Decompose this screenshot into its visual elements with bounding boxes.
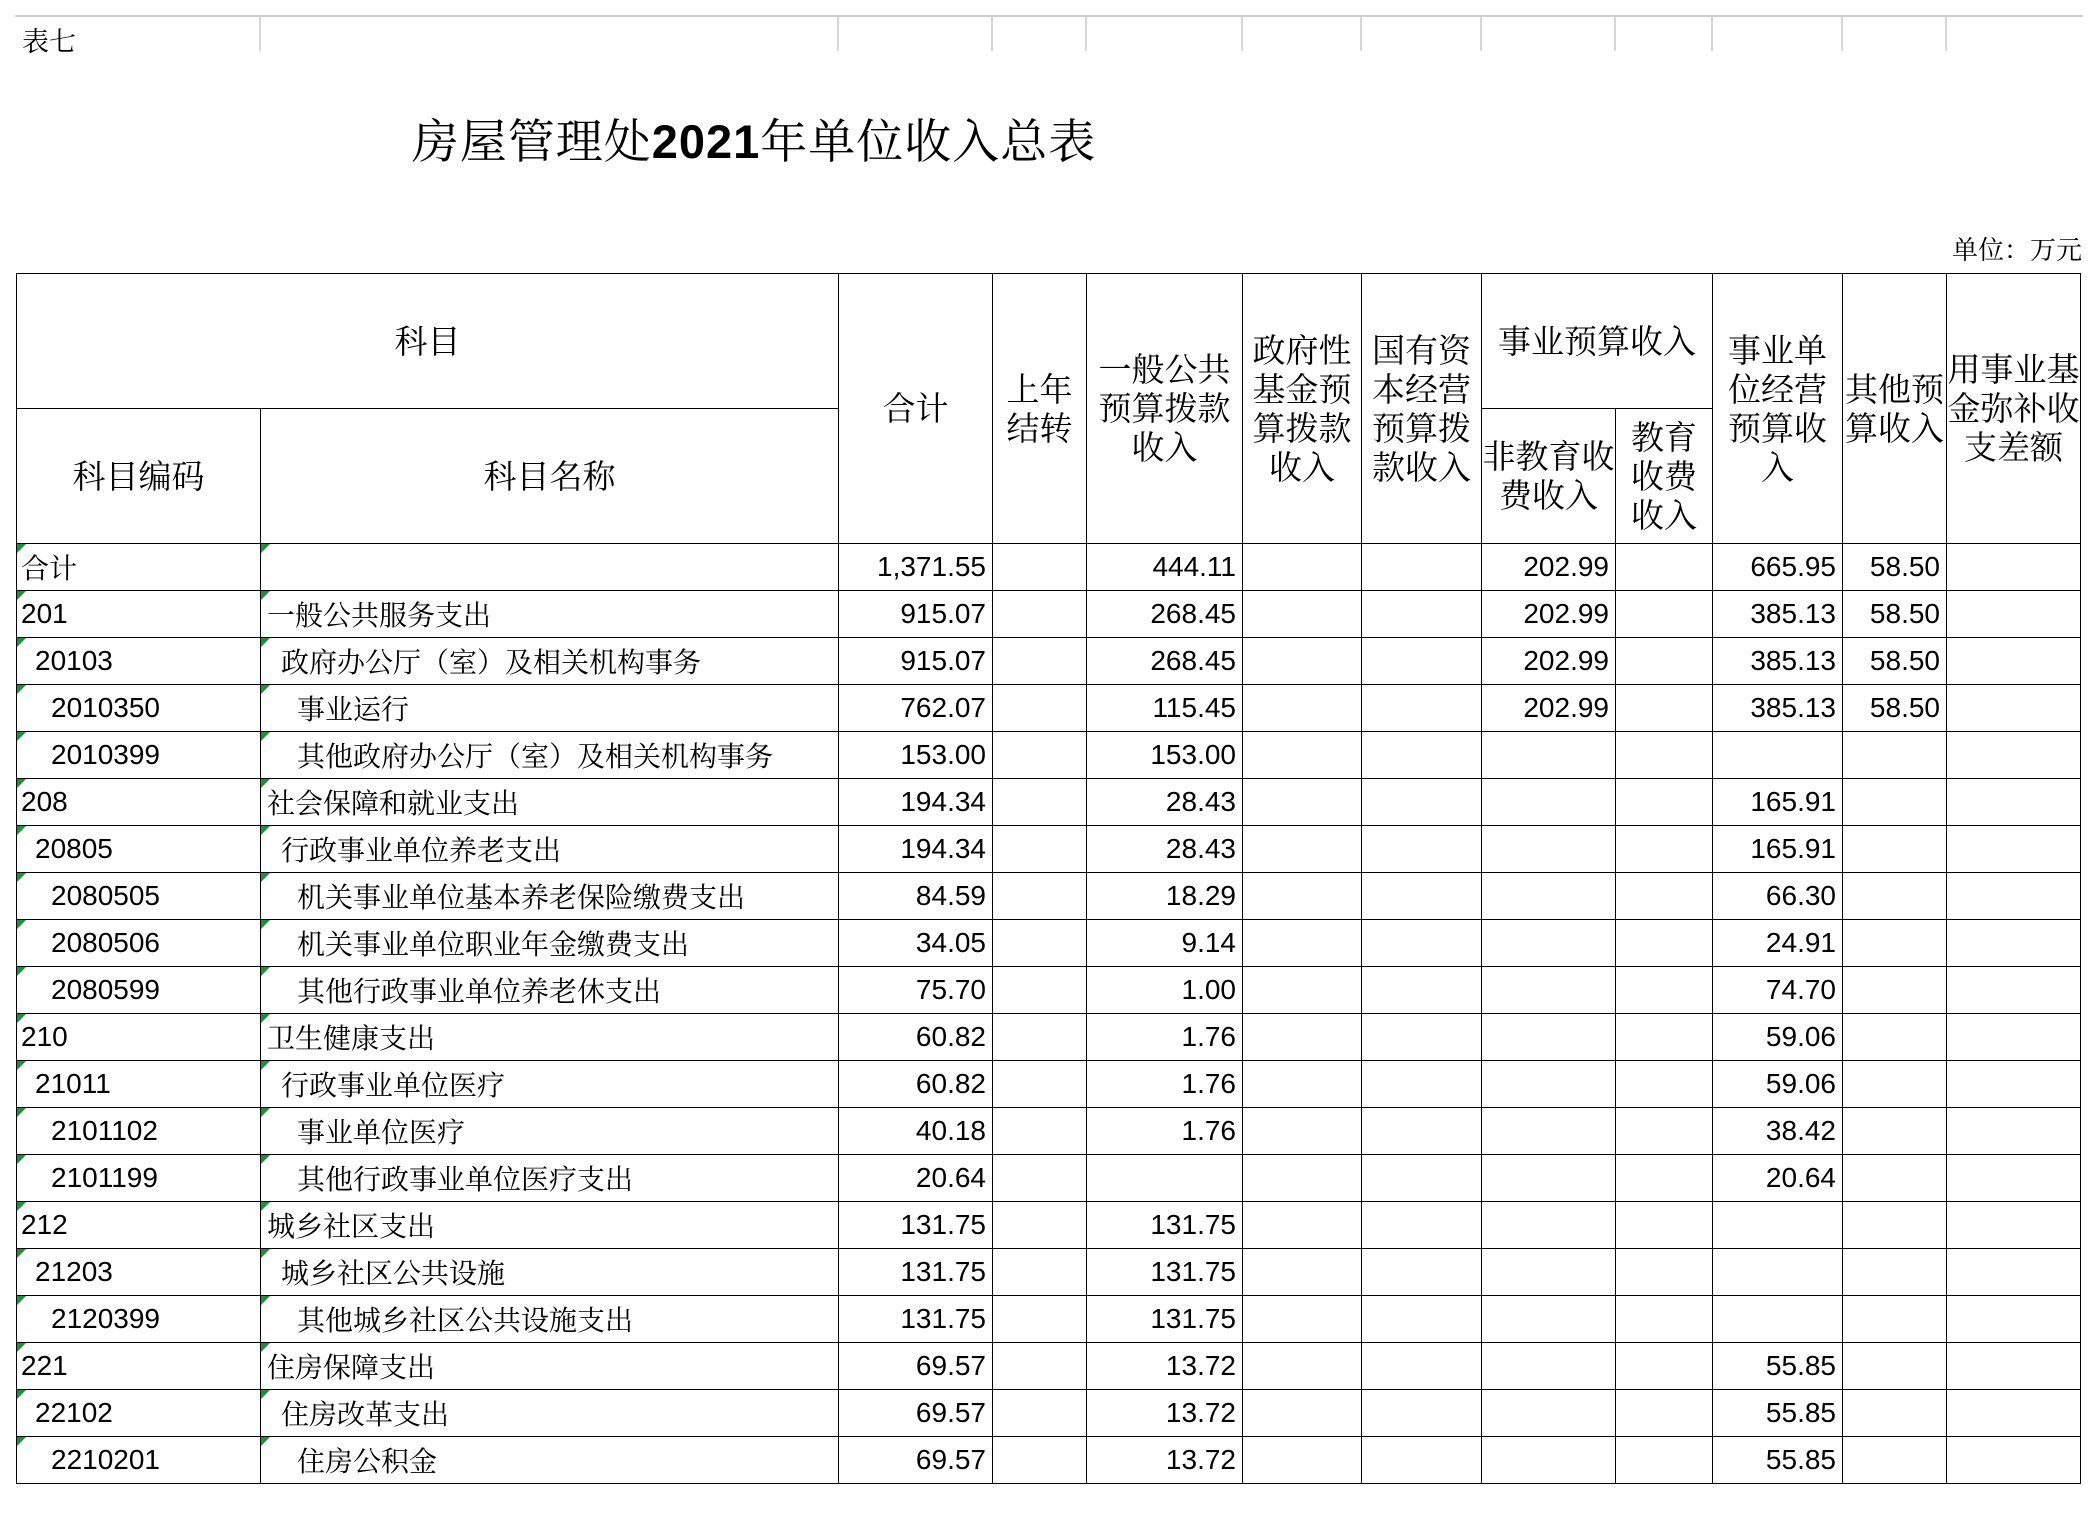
table-body	[17, 544, 2081, 1484]
cell-gov-fund[interactable]	[1243, 1061, 1362, 1108]
table-row	[17, 1155, 2081, 1202]
cell-other[interactable]: 58.50	[1843, 544, 1947, 591]
cell-edu[interactable]	[1616, 920, 1713, 967]
cell-code[interactable]: 2101102	[17, 1108, 261, 1155]
cell-general[interactable]: 18.29	[1087, 873, 1243, 920]
cell-state-capital[interactable]	[1362, 967, 1482, 1014]
cell-fund[interactable]	[1947, 544, 2081, 591]
cell-code[interactable]: 212	[17, 1202, 261, 1249]
cell-other[interactable]	[1843, 967, 1947, 1014]
cell-carryover[interactable]	[993, 1390, 1087, 1437]
cell-carryover[interactable]	[993, 779, 1087, 826]
page-title	[0, 105, 1508, 172]
cell-carryover[interactable]	[993, 1061, 1087, 1108]
cell-general[interactable]: 268.45	[1087, 591, 1243, 638]
cell-fund[interactable]	[1947, 920, 2081, 967]
cell-other[interactable]	[1843, 873, 1947, 920]
cell-non-edu[interactable]: 202.99	[1482, 685, 1616, 732]
table-row	[17, 1296, 2081, 1343]
header-state-capital: 国有资本经营预算拨款收入	[1362, 274, 1482, 544]
header-carryover: 上年结转	[993, 274, 1087, 544]
cell-code[interactable]: 208	[17, 779, 261, 826]
cell-general[interactable]: 28.43	[1087, 826, 1243, 873]
cell-state-capital[interactable]	[1362, 685, 1482, 732]
cell-fund[interactable]	[1947, 826, 2081, 873]
cell-total[interactable]: 40.18	[839, 1108, 993, 1155]
table-row	[17, 1108, 2081, 1155]
cell-other[interactable]	[1843, 1155, 1947, 1202]
table-row	[17, 638, 2081, 685]
cell-edu[interactable]	[1616, 873, 1713, 920]
header-career-operating: 事业单位经营预算收入	[1713, 274, 1843, 544]
header-code: 科目编码	[17, 409, 261, 544]
cell-name[interactable]: 社会保障和就业支出	[261, 779, 839, 826]
spreadsheet-top-strip	[15, 15, 2083, 51]
table-row	[17, 967, 2081, 1014]
cell-operating[interactable]: 385.13	[1713, 638, 1843, 685]
cell-carryover[interactable]	[993, 920, 1087, 967]
cell-non-edu[interactable]	[1482, 1014, 1616, 1061]
cell-total[interactable]: 20.64	[839, 1155, 993, 1202]
cell-fund[interactable]	[1947, 1108, 2081, 1155]
cell-carryover[interactable]	[993, 732, 1087, 779]
cell-fund[interactable]	[1947, 638, 2081, 685]
cell-edu[interactable]	[1616, 1014, 1713, 1061]
cell-edu[interactable]	[1616, 1061, 1713, 1108]
header-career-budget: 事业预算收入	[1482, 274, 1713, 409]
cell-other[interactable]: 58.50	[1843, 591, 1947, 638]
cell-carryover[interactable]	[993, 826, 1087, 873]
cell-carryover[interactable]	[993, 1296, 1087, 1343]
cell-fund[interactable]	[1947, 1014, 2081, 1061]
cell-name[interactable]: 其他行政事业单位养老休支出	[261, 967, 839, 1014]
cell-operating[interactable]: 55.85	[1713, 1390, 1843, 1437]
cell-edu[interactable]	[1616, 779, 1713, 826]
cell-code[interactable]: 22102	[17, 1390, 261, 1437]
cell-carryover[interactable]	[993, 591, 1087, 638]
cell-general[interactable]: 153.00	[1087, 732, 1243, 779]
cell-state-capital[interactable]	[1362, 1249, 1482, 1296]
cell-state-capital[interactable]	[1362, 591, 1482, 638]
cell-gov-fund[interactable]	[1243, 1249, 1362, 1296]
cell-total[interactable]: 915.07	[839, 638, 993, 685]
cell-fund[interactable]	[1947, 732, 2081, 779]
cell-non-edu[interactable]: 202.99	[1482, 638, 1616, 685]
cell-state-capital[interactable]	[1362, 544, 1482, 591]
cell-other[interactable]: 58.50	[1843, 638, 1947, 685]
cell-carryover[interactable]	[993, 1437, 1087, 1484]
title-suffix: 年单位收入总表	[760, 115, 1097, 170]
cell-name[interactable]: 机关事业单位职业年金缴费支出	[261, 920, 839, 967]
cell-edu[interactable]	[1616, 638, 1713, 685]
cell-general[interactable]: 1.76	[1087, 1061, 1243, 1108]
cell-operating[interactable]: 385.13	[1713, 591, 1843, 638]
cell-non-edu[interactable]: 202.99	[1482, 544, 1616, 591]
cell-gov-fund[interactable]	[1243, 685, 1362, 732]
header-gov-fund: 政府性基金预算拨款收入	[1243, 274, 1362, 544]
cell-edu[interactable]	[1616, 826, 1713, 873]
cell-general[interactable]: 444.11	[1087, 544, 1243, 591]
cell-state-capital[interactable]	[1362, 638, 1482, 685]
cell-non-edu[interactable]	[1482, 873, 1616, 920]
cell-total[interactable]: 84.59	[839, 873, 993, 920]
column-separator	[1480, 17, 1482, 51]
cell-carryover[interactable]	[993, 1155, 1087, 1202]
cell-total[interactable]: 69.57	[839, 1343, 993, 1390]
cell-gov-fund[interactable]	[1243, 779, 1362, 826]
header-edu-fee: 教育收费收入	[1616, 409, 1713, 544]
cell-name[interactable]: 机关事业单位基本养老保险缴费支出	[261, 873, 839, 920]
cell-carryover[interactable]	[993, 1249, 1087, 1296]
column-separator	[259, 17, 261, 51]
cell-other[interactable]	[1843, 1108, 1947, 1155]
cell-code[interactable]: 2010399	[17, 732, 261, 779]
cell-state-capital[interactable]	[1362, 1155, 1482, 1202]
cell-edu[interactable]	[1616, 1437, 1713, 1484]
cell-code[interactable]: 2101199	[17, 1155, 261, 1202]
cell-other[interactable]	[1843, 732, 1947, 779]
cell-code[interactable]: 2080505	[17, 873, 261, 920]
cell-fund[interactable]	[1947, 1061, 2081, 1108]
cell-operating[interactable]: 55.85	[1713, 1343, 1843, 1390]
cell-operating[interactable]: 165.91	[1713, 779, 1843, 826]
cell-name[interactable]: 住房保障支出	[261, 1343, 839, 1390]
cell-gov-fund[interactable]	[1243, 1155, 1362, 1202]
table-row	[17, 1437, 2081, 1484]
cell-edu[interactable]	[1616, 1155, 1713, 1202]
cell-operating[interactable]	[1713, 1202, 1843, 1249]
cell-general[interactable]: 13.72	[1087, 1437, 1243, 1484]
cell-edu[interactable]	[1616, 1108, 1713, 1155]
cell-name[interactable]: 事业单位医疗	[261, 1108, 839, 1155]
cell-edu[interactable]	[1616, 1343, 1713, 1390]
cell-gov-fund[interactable]	[1243, 826, 1362, 873]
cell-fund[interactable]	[1947, 1437, 2081, 1484]
cell-general[interactable]: 268.45	[1087, 638, 1243, 685]
cell-state-capital[interactable]	[1362, 826, 1482, 873]
column-separator	[1241, 17, 1243, 51]
cell-code[interactable]: 21203	[17, 1249, 261, 1296]
cell-carryover[interactable]	[993, 544, 1087, 591]
cell-gov-fund[interactable]	[1243, 1437, 1362, 1484]
column-separator	[1841, 17, 1843, 51]
cell-fund[interactable]	[1947, 873, 2081, 920]
cell-gov-fund[interactable]	[1243, 1202, 1362, 1249]
cell-operating[interactable]: 55.85	[1713, 1437, 1843, 1484]
cell-general[interactable]: 1.76	[1087, 1108, 1243, 1155]
cell-other[interactable]: 58.50	[1843, 685, 1947, 732]
table-row	[17, 826, 2081, 873]
column-separator	[837, 17, 839, 51]
header-general-budget: 一般公共预算拨款收入	[1087, 274, 1243, 544]
cell-gov-fund[interactable]	[1243, 1296, 1362, 1343]
cell-non-edu[interactable]	[1482, 826, 1616, 873]
cell-edu[interactable]	[1616, 1249, 1713, 1296]
column-separator	[1360, 17, 1362, 51]
cell-gov-fund[interactable]	[1243, 967, 1362, 1014]
cell-other[interactable]	[1843, 1390, 1947, 1437]
cell-non-edu[interactable]	[1482, 1437, 1616, 1484]
cell-state-capital[interactable]	[1362, 1108, 1482, 1155]
cell-gov-fund[interactable]	[1243, 1014, 1362, 1061]
header-career-fund: 用事业基金弥补收支差额	[1947, 274, 2081, 544]
cell-operating[interactable]: 165.91	[1713, 826, 1843, 873]
sheet-label: 表七	[22, 27, 76, 58]
cell-operating[interactable]: 66.30	[1713, 873, 1843, 920]
cell-total[interactable]: 153.00	[839, 732, 993, 779]
cell-other[interactable]	[1843, 1296, 1947, 1343]
cell-total[interactable]: 69.57	[839, 1437, 993, 1484]
header-row-1	[17, 274, 2081, 409]
cell-name[interactable]: 事业运行	[261, 685, 839, 732]
cell-operating[interactable]: 665.95	[1713, 544, 1843, 591]
unit-label: 单位：万元	[1951, 236, 2082, 266]
cell-code[interactable]: 2010350	[17, 685, 261, 732]
cell-operating[interactable]: 59.06	[1713, 1061, 1843, 1108]
cell-edu[interactable]	[1616, 732, 1713, 779]
cell-edu[interactable]	[1616, 1296, 1713, 1343]
cell-gov-fund[interactable]	[1243, 1343, 1362, 1390]
cell-state-capital[interactable]	[1362, 1014, 1482, 1061]
cell-fund[interactable]	[1947, 1249, 2081, 1296]
title-prefix: 房屋管理处	[411, 115, 652, 170]
cell-edu[interactable]	[1616, 544, 1713, 591]
cell-gov-fund[interactable]	[1243, 1390, 1362, 1437]
cell-name[interactable]: 其他行政事业单位医疗支出	[261, 1155, 839, 1202]
cell-state-capital[interactable]	[1362, 1296, 1482, 1343]
cell-operating[interactable]: 24.91	[1713, 920, 1843, 967]
cell-name[interactable]: 卫生健康支出	[261, 1014, 839, 1061]
cell-code[interactable]: 合计	[17, 544, 261, 591]
cell-general[interactable]: 13.72	[1087, 1390, 1243, 1437]
cell-non-edu[interactable]	[1482, 967, 1616, 1014]
header-non-edu-fee: 非教育收费收入	[1482, 409, 1616, 544]
cell-non-edu[interactable]	[1482, 1155, 1616, 1202]
cell-total[interactable]: 131.75	[839, 1202, 993, 1249]
cell-operating[interactable]	[1713, 1249, 1843, 1296]
cell-state-capital[interactable]	[1362, 779, 1482, 826]
cell-other[interactable]	[1843, 1343, 1947, 1390]
cell-total[interactable]: 1,371.55	[839, 544, 993, 591]
cell-general[interactable]: 28.43	[1087, 779, 1243, 826]
table-row	[17, 591, 2081, 638]
cell-name[interactable]: 其他政府办公厅（室）及相关机构事务	[261, 732, 839, 779]
cell-state-capital[interactable]	[1362, 1343, 1482, 1390]
cell-other[interactable]	[1843, 779, 1947, 826]
cell-operating[interactable]: 385.13	[1713, 685, 1843, 732]
cell-carryover[interactable]	[993, 873, 1087, 920]
table-row	[17, 1202, 2081, 1249]
cell-edu[interactable]	[1616, 967, 1713, 1014]
cell-fund[interactable]	[1947, 1390, 2081, 1437]
cell-fund[interactable]	[1947, 967, 2081, 1014]
cell-edu[interactable]	[1616, 685, 1713, 732]
cell-general[interactable]: 115.45	[1087, 685, 1243, 732]
table-row	[17, 544, 2081, 591]
cell-operating[interactable]	[1713, 1296, 1843, 1343]
header-subject: 科目	[17, 274, 839, 409]
table-row	[17, 1061, 2081, 1108]
column-separator	[1085, 17, 1087, 51]
cell-name[interactable]: 行政事业单位养老支出	[261, 826, 839, 873]
cell-fund[interactable]	[1947, 1155, 2081, 1202]
cell-total[interactable]: 194.34	[839, 826, 993, 873]
cell-general[interactable]: 131.75	[1087, 1202, 1243, 1249]
cell-total[interactable]: 915.07	[839, 591, 993, 638]
cell-gov-fund[interactable]	[1243, 544, 1362, 591]
cell-total[interactable]: 60.82	[839, 1014, 993, 1061]
cell-total[interactable]: 131.75	[839, 1249, 993, 1296]
cell-name[interactable]: 行政事业单位医疗	[261, 1061, 839, 1108]
cell-edu[interactable]	[1616, 591, 1713, 638]
header-total: 合计	[839, 274, 993, 544]
cell-other[interactable]	[1843, 826, 1947, 873]
cell-total[interactable]: 131.75	[839, 1296, 993, 1343]
cell-fund[interactable]	[1947, 1202, 2081, 1249]
cell-code[interactable]: 201	[17, 591, 261, 638]
cell-general[interactable]: 131.75	[1087, 1249, 1243, 1296]
cell-state-capital[interactable]	[1362, 920, 1482, 967]
table-row	[17, 1249, 2081, 1296]
cell-gov-fund[interactable]	[1243, 638, 1362, 685]
cell-code[interactable]: 210	[17, 1014, 261, 1061]
cell-other[interactable]	[1843, 1202, 1947, 1249]
table-row	[17, 685, 2081, 732]
cell-non-edu[interactable]	[1482, 1249, 1616, 1296]
cell-other[interactable]	[1843, 1061, 1947, 1108]
table-row	[17, 1014, 2081, 1061]
cell-code[interactable]: 21011	[17, 1061, 261, 1108]
table-row	[17, 779, 2081, 826]
table-row	[17, 1343, 2081, 1390]
cell-state-capital[interactable]	[1362, 1390, 1482, 1437]
cell-edu[interactable]	[1616, 1202, 1713, 1249]
header-other-budget: 其他预算收入	[1843, 274, 1947, 544]
cell-carryover[interactable]	[993, 685, 1087, 732]
cell-non-edu[interactable]	[1482, 920, 1616, 967]
cell-non-edu[interactable]	[1482, 732, 1616, 779]
cell-gov-fund[interactable]	[1243, 873, 1362, 920]
cell-other[interactable]	[1843, 1437, 1947, 1484]
title-year: 2021	[651, 115, 761, 168]
cell-gov-fund[interactable]	[1243, 732, 1362, 779]
cell-code[interactable]: 20103	[17, 638, 261, 685]
cell-fund[interactable]	[1947, 1296, 2081, 1343]
cell-fund[interactable]	[1947, 1343, 2081, 1390]
cell-non-edu[interactable]	[1482, 1202, 1616, 1249]
cell-code[interactable]: 2120399	[17, 1296, 261, 1343]
column-separator	[991, 17, 993, 51]
table-row	[17, 1390, 2081, 1437]
cell-non-edu[interactable]: 202.99	[1482, 591, 1616, 638]
cell-code[interactable]: 2210201	[17, 1437, 261, 1484]
cell-non-edu[interactable]	[1482, 1296, 1616, 1343]
cell-code[interactable]: 221	[17, 1343, 261, 1390]
table-row	[17, 920, 2081, 967]
cell-general[interactable]: 131.75	[1087, 1296, 1243, 1343]
cell-fund[interactable]	[1947, 685, 2081, 732]
cell-general[interactable]: 1.00	[1087, 967, 1243, 1014]
cell-state-capital[interactable]	[1362, 732, 1482, 779]
cell-total[interactable]: 75.70	[839, 967, 993, 1014]
cell-non-edu[interactable]	[1482, 779, 1616, 826]
table-row	[17, 732, 2081, 779]
header-name: 科目名称	[261, 409, 839, 544]
cell-gov-fund[interactable]	[1243, 591, 1362, 638]
table-row	[17, 873, 2081, 920]
cell-name[interactable]: 政府办公厅（室）及相关机构事务	[261, 638, 839, 685]
cell-name[interactable]: 城乡社区支出	[261, 1202, 839, 1249]
cell-operating[interactable]: 20.64	[1713, 1155, 1843, 1202]
cell-operating[interactable]: 74.70	[1713, 967, 1843, 1014]
cell-name[interactable]: 一般公共服务支出	[261, 591, 839, 638]
cell-carryover[interactable]	[993, 967, 1087, 1014]
cell-operating[interactable]: 38.42	[1713, 1108, 1843, 1155]
cell-non-edu[interactable]	[1482, 1390, 1616, 1437]
cell-non-edu[interactable]	[1482, 1343, 1616, 1390]
cell-operating[interactable]	[1713, 732, 1843, 779]
cell-state-capital[interactable]	[1362, 873, 1482, 920]
cell-code[interactable]: 2080599	[17, 967, 261, 1014]
cell-name[interactable]	[261, 544, 839, 591]
column-separator	[1614, 17, 1616, 51]
cell-general[interactable]	[1087, 1155, 1243, 1202]
cell-code[interactable]: 20805	[17, 826, 261, 873]
cell-total[interactable]: 762.07	[839, 685, 993, 732]
cell-total[interactable]: 60.82	[839, 1061, 993, 1108]
cell-operating[interactable]: 59.06	[1713, 1014, 1843, 1061]
cell-gov-fund[interactable]	[1243, 1108, 1362, 1155]
column-separator	[1945, 17, 1947, 51]
cell-edu[interactable]	[1616, 1390, 1713, 1437]
cell-code[interactable]: 2080506	[17, 920, 261, 967]
cell-non-edu[interactable]	[1482, 1061, 1616, 1108]
cell-carryover[interactable]	[993, 638, 1087, 685]
cell-other[interactable]	[1843, 920, 1947, 967]
cell-general[interactable]: 1.76	[1087, 1014, 1243, 1061]
cell-fund[interactable]	[1947, 591, 2081, 638]
cell-name[interactable]: 城乡社区公共设施	[261, 1249, 839, 1296]
income-summary-table	[16, 273, 2081, 1484]
column-separator	[1711, 17, 1713, 51]
cell-state-capital[interactable]	[1362, 1437, 1482, 1484]
cell-carryover[interactable]	[993, 1014, 1087, 1061]
cell-name[interactable]: 住房改革支出	[261, 1390, 839, 1437]
cell-total[interactable]: 69.57	[839, 1390, 993, 1437]
cell-carryover[interactable]	[993, 1202, 1087, 1249]
cell-total[interactable]: 34.05	[839, 920, 993, 967]
cell-fund[interactable]	[1947, 779, 2081, 826]
cell-gov-fund[interactable]	[1243, 920, 1362, 967]
cell-name[interactable]: 住房公积金	[261, 1437, 839, 1484]
cell-name[interactable]: 其他城乡社区公共设施支出	[261, 1296, 839, 1343]
cell-total[interactable]: 194.34	[839, 779, 993, 826]
cell-general[interactable]: 13.72	[1087, 1343, 1243, 1390]
cell-carryover[interactable]	[993, 1343, 1087, 1390]
cell-general[interactable]: 9.14	[1087, 920, 1243, 967]
cell-carryover[interactable]	[993, 1108, 1087, 1155]
cell-non-edu[interactable]	[1482, 1108, 1616, 1155]
cell-other[interactable]	[1843, 1014, 1947, 1061]
cell-other[interactable]	[1843, 1249, 1947, 1296]
cell-state-capital[interactable]	[1362, 1202, 1482, 1249]
cell-state-capital[interactable]	[1362, 1061, 1482, 1108]
